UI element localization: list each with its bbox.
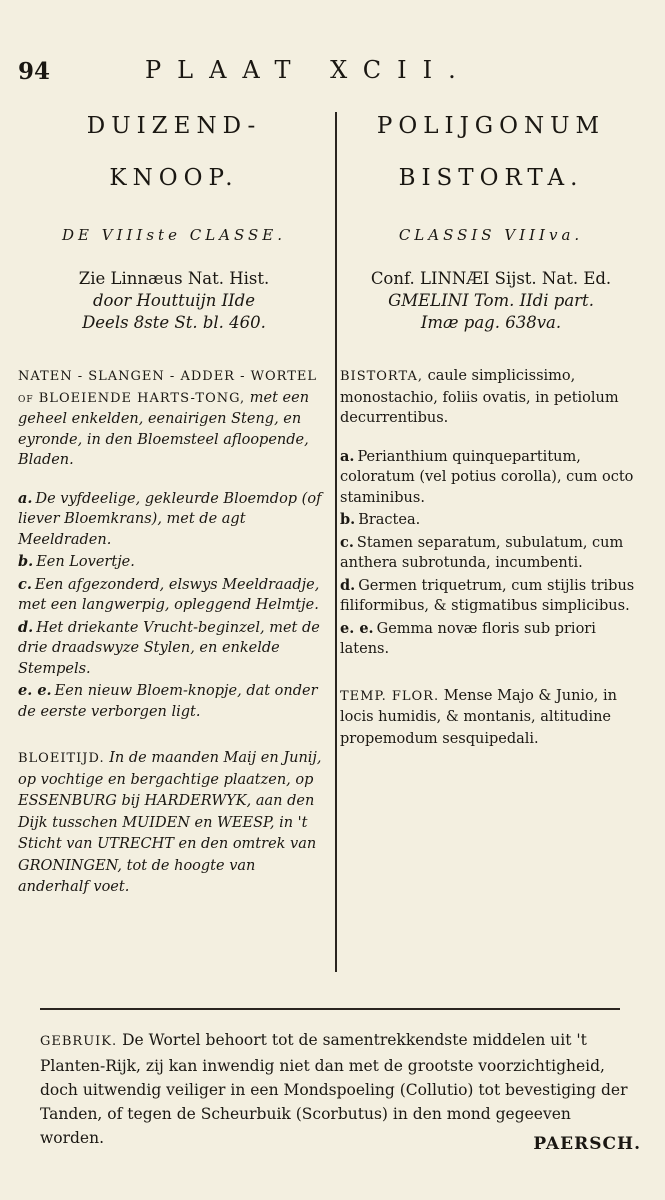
latin-flowering <box>340 686 642 751</box>
latin-part-e: e. e. Gemma novæ floris sub priori latens. <box>340 619 596 657</box>
catchword: PAERSCH. <box>533 1134 641 1154</box>
latin-flor-label: TEMP. FLOR. <box>340 688 440 704</box>
dutch-reference <box>18 268 330 334</box>
latin-title-line1: POLIJGONUM <box>376 113 606 139</box>
latin-part-b: b. Bractea. <box>340 511 421 528</box>
latin-parts-list <box>340 447 642 660</box>
dutch-flowering <box>18 748 330 899</box>
latin-flor-text: Mense Majo & Junio, in locis humidis, & montanis, altitudine propemodum sesquipedali. <box>340 687 617 747</box>
latin-description <box>340 366 642 429</box>
dutch-desc-label: NATEN - SLANGEN - ADDER - WORTEL of BLOEIENDE HARTS-TONG, <box>18 369 317 406</box>
latin-part-d: d. Germen triquetrum, cum stijlis tribus filiformibus, & stigmatibus simplicibus. <box>340 576 635 614</box>
footnote-label: GEBRUIK. <box>40 1034 118 1049</box>
footnote-rule <box>40 1008 620 1010</box>
latin-part-c: c. Stamen separatum, subulatum, cum anthera subrotunda, incumbenti. <box>340 533 624 571</box>
dutch-part-e: e. e. Een nieuw Bloem-knopje, dat onder de eerste verborgen ligt. <box>18 682 318 720</box>
latin-title-line2: BISTORTA. <box>398 165 584 191</box>
dutch-ref-line1: Zie Linnæus Nat. Hist. <box>78 269 270 288</box>
footnote-text: De Wortel behoort tot de samentrekkendste middelen uit 't Planten-Rijk, zij kan inwendig niet dan met de grootste voorzichtigheid, doch uitwendig veiliger in een Mondspoeling (Collutio) tot bevestiging der Tanden, of tegen de Scheurbuik (Scorbutus) in den mond gegeeven worden. <box>40 1031 628 1147</box>
dutch-part-d: d. Het driekante Vrucht-beginzel, met de drie draadswyze Stylen, en enkelde Stempels. <box>18 618 320 677</box>
latin-reference <box>340 268 642 334</box>
latin-part-a: a. Perianthium quinquepartitum, coloratum (vel potius corolla), cum octo staminibus. <box>340 447 634 506</box>
page-number: 94 <box>18 58 51 85</box>
dutch-description <box>18 366 330 471</box>
dutch-title-line2: KNOOP. <box>109 165 239 191</box>
dutch-flor-text: In de maanden Maij en Junij, op vochtige en bergachtige plaatzen, op ESSENBURG bij HARDERWYK, aan den Dijk tusschen MUIDEN en WEESP, in 't Sticht van UTRECHT en den omtrek van GRONINGEN, tot de hoogte van anderhalf voet. <box>18 750 322 895</box>
latin-ref-line1: Conf. LINNÆI Sijst. Nat. Ed. <box>370 269 612 288</box>
usage-footnote <box>40 1028 637 1150</box>
dutch-part-c: c. Een afgezonderd, elswys Meeldraadje, met een langwerpig, opleggend Helmtje. <box>18 575 320 613</box>
latin-ref-line2: GMELINI Tom. IIdi part. <box>388 291 594 310</box>
latin-classis: CLASSIS VIIIva. <box>398 226 584 244</box>
dutch-ref-line2: door Houttuijn IIde <box>92 291 256 310</box>
dutch-column <box>18 100 330 899</box>
dutch-part-a: a. De vyfdeelige, gekleurde Bloemdop (of liever Bloemkrans), met de agt Meeldraden. <box>18 489 322 548</box>
dutch-ref-line3: Deels 8ste St. bl. 460. <box>82 313 266 332</box>
dutch-desc-text: met een geheel enkelden, eenairigen Steng, en eyronde, in den Bloemsteel afloopende, Bladen. <box>18 389 310 468</box>
dutch-part-b: b. Een Lovertje. <box>18 553 135 570</box>
plate-title: PLAAT XCII. <box>145 56 472 84</box>
latin-ref-line3: Imæ pag. 638va. <box>420 313 562 332</box>
latin-desc-text: caule simplicissimo, monostachio, foliis ovatis, in petiolum decurrentibus. <box>340 368 619 426</box>
latin-desc-label: BISTORTA, <box>340 369 423 384</box>
column-divider <box>335 112 337 972</box>
dutch-flor-label: BLOEITIJD. <box>18 751 105 766</box>
dutch-title-line1: DUIZEND- <box>86 113 262 139</box>
dutch-parts-list <box>18 489 330 723</box>
dutch-classe: DE VIIIste CLASSE. <box>62 226 286 244</box>
latin-column <box>340 100 642 750</box>
